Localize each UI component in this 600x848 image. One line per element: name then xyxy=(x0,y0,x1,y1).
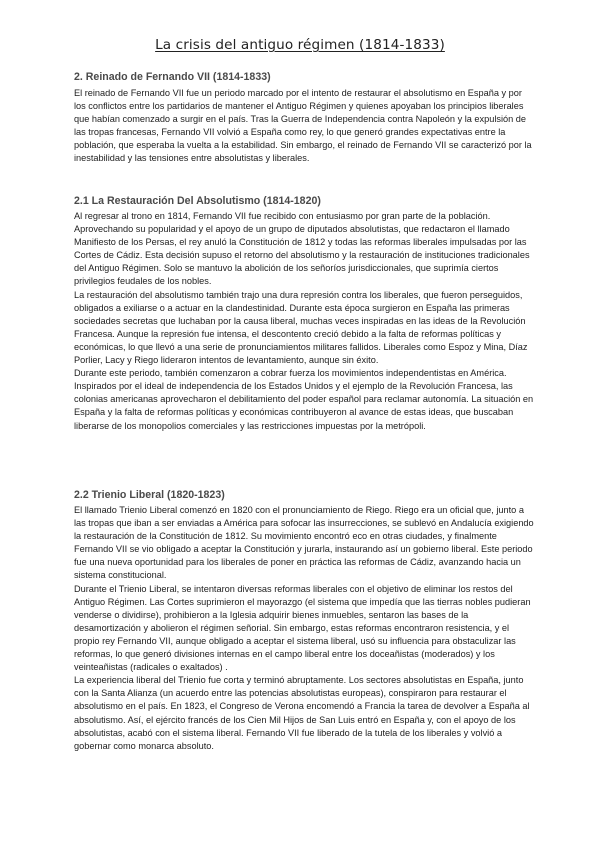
paragraph: El llamado Trienio Liberal comenzó en 1820 con el pronunciamiento de Riego. Riego era un oficial que, junto a las tropas que iban a ser enviadas a América para sofocar las insurrecciones, se sublevó en Andalucía exigiendo la restauración de la Constitución de 1812. Su movimiento encontró eco en otras ciudades, y finalmente Fernando VII se vio obligado a aceptar la Constitución y jurarla, instaurando así un gobierno liberal. Este periodo fue una nueva oportunidad para los liberales de poner en práctica las reformas de Cádiz, avanzando hacia un sistema constitucional. xyxy=(74,505,534,581)
section-body-restauracion xyxy=(74,210,534,433)
paragraph: Durante el Trienio Liberal, se intentaron diversas reformas liberales con el objetivo de eliminar los restos del Antiguo Régimen. Las Cortes suprimieron el mayorazgo (el sistema que impedía que las tierras nobles pudieran venderse o dividirse), prohibieron a la Iglesia adquirir bienes inmuebles, sentaron las bases de la desamortización y abolieron el régimen señorial. Sin embargo, estas reformas encontraron resistencia, y el propio rey Fernando VII, aunque obligado a aceptar el sistema liberal, usó su influencia para obstaculizar las reformas, lo que generó divisiones internas en el campo liberal entre los doceañistas (moderados) y los veinteañistas (radicales o exaltados) . xyxy=(74,583,531,673)
paragraph: Al regresar al trono en 1814, Fernando VII fue recibido con entusiasmo por gran parte de la población. xyxy=(74,211,491,221)
paragraph: El reinado de Fernando VII fue un periodo marcado por el intento de restaurar el absolutismo en España y por los conflictos entre los partidarios de mantener el Antiguo Régimen y quienes apoyaban los principios liberales que habían comenzado a surgir en el país. Tras la Guerra de Independencia contra Napoleón y la expulsión de las tropas francesas, Fernando VII volvió a España como rey, lo que generó grandes expectativas entre la población, que esperaba la vuelta a la estabilidad. Sin embargo, el reinado de Fernando VII se caracterizó por la inestabilidad y las tensiones entre absolutistas y liberales. xyxy=(74,88,532,164)
section-heading-reinado: 2. Reinado de Fernando VII (1814-1833) xyxy=(74,71,271,83)
paragraph: Durante este periodo, también comenzaron a cobrar fuerza los movimientos independentistas en América. Inspirados por el ideal de independencia de los Estados Unidos y el ejemplo de la Revolución Francesa, las colonias americanas aprovecharon el debilitamiento del poder español para reclamar autonomía. La situación en España y la falta de reformas políticas y económicas contribuyeron al avance de estas ideas, que buscaban liberarse de los monopolios comerciales y las restricciones impuestas por la metrópoli. xyxy=(74,368,534,431)
paragraph: La restauración del absolutismo también trajo una dura represión contra los liberales, que fueron perseguidos, obligados a exiliarse o a actuar en la clandestinidad. Durante esta época surgieron en España las primeras sociedades secretas que luchaban por la causa liberal, muchas veces inspiradas en las ideas de la Revolución Francesa. Aunque la represión fue intensa, el descontento creció debido a la falta de reformas políticas y económicas, lo que llevó a una serie de pronunciamientos militares fallidos. Liberales como Espoz y Mina, Díaz Porlier, Lacy y Riego lideraron intentos de levantamiento, aunque sin éxito. xyxy=(74,289,528,366)
section-body-trienio xyxy=(74,504,534,753)
section-body-reinado xyxy=(74,87,534,166)
document-title: La crisis del antiguo régimen (1814-1833) xyxy=(155,37,445,53)
paragraph: La experiencia liberal del Trienio fue corta y terminó abruptamente. Los sectores absolutistas en España, junto con la Santa Alianza (un acuerdo entre las potencias absolutistas europeas), conspiraron para restaurar el absolutismo en el país. En 1823, el Congreso de Verona encomendó a Francia la tarea de devolver a España al absolutismo. Así, el ejército francés de los Cien Mil Hijos de San Luis entró en España y, con el apoyo de los absolutistas, acabó con el sistema liberal. Fernando VII fue liberado de la tutela de los liberales y volvió a gobernar como monarca absoluto. xyxy=(74,675,530,751)
section-heading-restauracion: 2.1 La Restauración Del Absolutismo (1814-1820) xyxy=(74,195,321,207)
paragraph: Aprovechando su popularidad y el apoyo de un grupo de diputados absolutistas, que redactaron el llamado Manifiesto de los Persas, el rey anuló la Constitución de 1812 y todas las reformas liberales impulsadas por las Cortes de Cádiz. Esta decisión supuso el retorno del absolutismo y la restauración de instituciones tradicionales del Antiguo Régimen. Solo se mantuvo la abolición de los señoríos jurisdiccionales, que suprimía ciertos privilegios feudales de los nobles. xyxy=(74,224,530,287)
section-heading-trienio: 2.2 Trienio Liberal (1820-1823) xyxy=(74,489,225,501)
